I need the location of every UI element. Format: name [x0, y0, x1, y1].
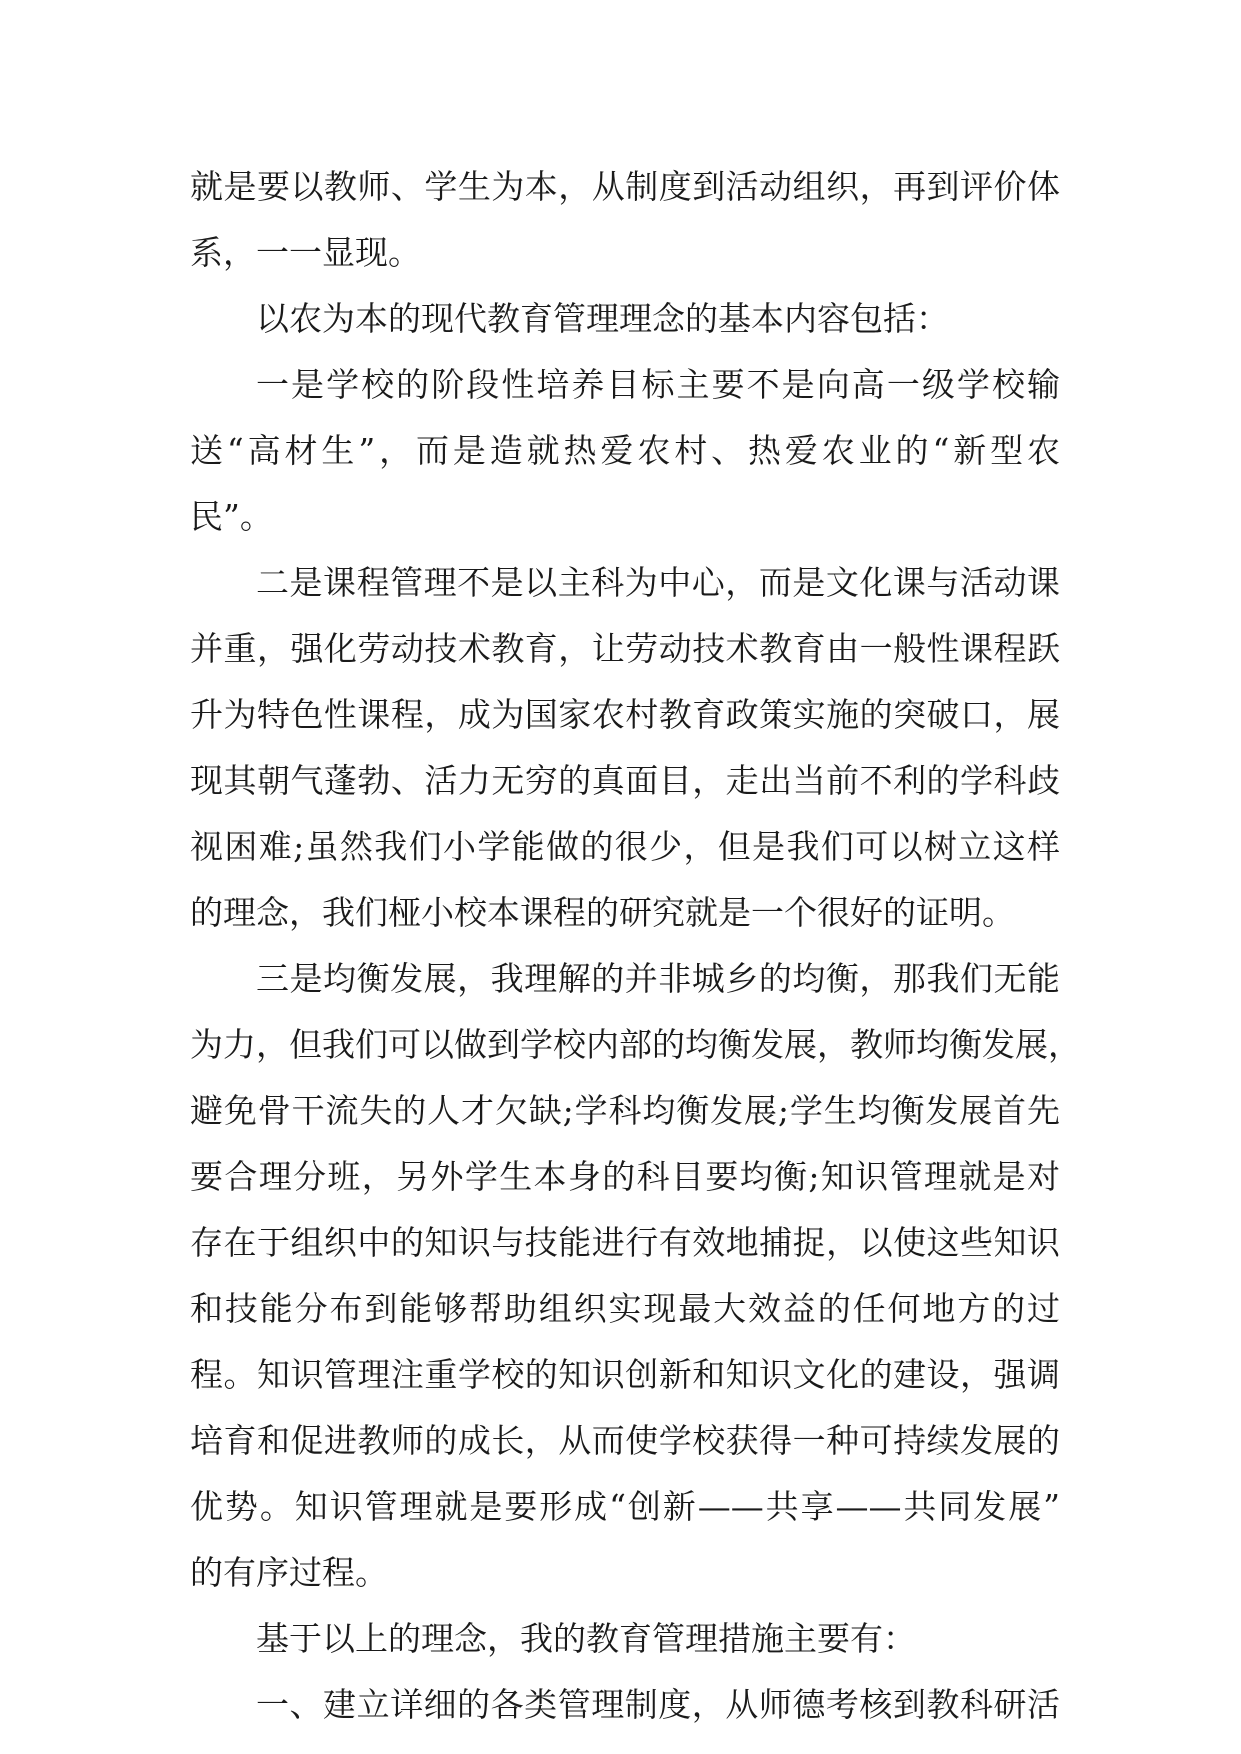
text-line: 培育和促进教师的成长，从而使学校获得一种可持续发展的 [190, 1421, 1060, 1460]
text-line: 程。知识管理注重学校的知识创新和知识文化的建设，强调 [190, 1355, 1060, 1394]
paragraph-heading: 基于以上的理念，我的教育管理措施主要有： [256, 1619, 916, 1658]
text-line: 视困难;虽然我们小学能做的很少，但是我们可以树立这样 [190, 827, 1060, 866]
text-line: 一、建立详细的各类管理制度，从师德考核到教科研活 [256, 1685, 1060, 1724]
text-line: 的理念，我们桠小校本课程的研究就是一个很好的证明。 [190, 893, 1015, 932]
text-line: 和技能分布到能够帮助组织实现最大效益的任何地方的过 [190, 1289, 1060, 1328]
text-line: 就是要以教师、学生为本，从制度到活动组织，再到评价体 [190, 167, 1060, 206]
text-line: 优势。知识管理就是要形成“创新——共享——共同发展” [190, 1487, 1060, 1526]
text-line: 避免骨干流失的人才欠缺;学科均衡发展;学生均衡发展首先 [190, 1091, 1060, 1130]
text-line: 送“高材生”，而是造就热爱农村、热爱农业的“新型农 [190, 431, 1060, 470]
text-line: 三是均衡发展，我理解的并非城乡的均衡，那我们无能 [256, 959, 1060, 998]
text-line: 并重，强化劳动技术教育，让劳动技术教育由一般性课程跃 [190, 629, 1060, 668]
text-line: 二是课程管理不是以主科为中心，而是文化课与活动课 [256, 563, 1060, 602]
text-line: 一是学校的阶段性培养目标主要不是向高一级学校输 [256, 365, 1060, 404]
text-line: 升为特色性课程，成为国家农村教育政策实施的突破口，展 [190, 695, 1060, 734]
paragraph-heading: 以农为本的现代教育管理理念的基本内容包括： [256, 299, 949, 338]
text-line: 现其朝气蓬勃、活力无穷的真面目，走出当前不利的学科歧 [190, 761, 1060, 800]
text-line: 民”。 [190, 497, 273, 536]
text-line: 为力，但我们可以做到学校内部的均衡发展，教师均衡发展， [190, 1025, 1081, 1064]
text-line: 存在于组织中的知识与技能进行有效地捕捉，以使这些知识 [190, 1223, 1060, 1262]
text-line: 系，一一显现。 [190, 233, 421, 272]
text-line: 的有序过程。 [190, 1553, 388, 1592]
text-line: 要合理分班，另外学生本身的科目要均衡;知识管理就是对 [190, 1157, 1060, 1196]
